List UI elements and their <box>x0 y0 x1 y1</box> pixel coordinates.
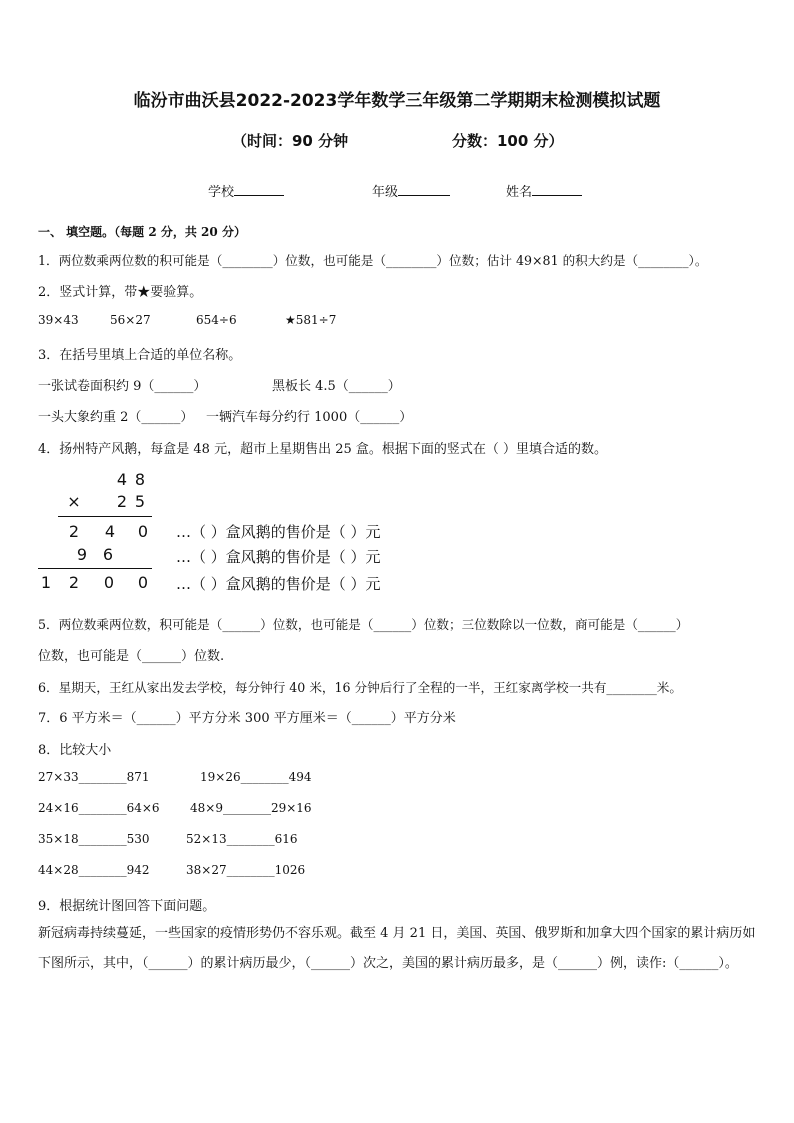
question-6: 6．星期天，王红从家出发去学校，每分钟行 40 米，16 分钟后行了全程的一半，王红家离学校一共有________米。 <box>38 680 682 695</box>
calc-item: 56×27 <box>110 313 151 327</box>
digit: 8 <box>134 470 146 489</box>
rule-line <box>38 568 152 569</box>
grade-blank[interactable] <box>398 181 450 196</box>
question-8: 8．比较大小 <box>38 743 112 758</box>
step-note: …（ ）盒风鹅的售价是（ ）元 <box>176 548 381 566</box>
question-5-cont: 位数，也可能是（______）位数. <box>38 649 225 664</box>
compare-item: 44×28________942 <box>38 863 150 877</box>
unit-item: 一辆汽车每分约行 1000（______） <box>206 410 413 425</box>
digit: 0 <box>137 522 149 541</box>
digit: 2 <box>116 492 128 511</box>
calc-item: ★581÷7 <box>285 313 337 327</box>
digit: 2 <box>68 573 80 592</box>
school-label: 学校 <box>208 185 235 200</box>
question-9-paragraph: 新冠病毒持续蔓延，一些国家的疫情形势仍不容乐观。截至 4 月 21 日，美国、英国、俄罗斯和加拿大四个国家的累计病历如下图所示，其中，（______）的累计病历最少，（______）次之，美国的累计病历最多，是（______）例，读作:（______）。 <box>38 926 756 971</box>
question-4: 4．扬州特产风鹅，每盒是 48 元，超市上星期售出 25 盒。根据下面的竖式在（ ）里填合适的数。 <box>38 442 608 457</box>
digit: 4 <box>104 522 116 541</box>
school-blank[interactable] <box>234 181 284 196</box>
digit: 5 <box>134 492 146 511</box>
compare-item: 52×13________616 <box>186 832 298 846</box>
question-7: 7．6 平方米＝（______）平方分米 300 平方厘米＝（______）平方分米 <box>38 711 456 726</box>
digit: 6 <box>102 545 114 564</box>
compare-item: 27×33________871 <box>38 770 150 784</box>
grade-field <box>372 181 450 200</box>
digit: 4 <box>116 470 128 489</box>
unit-item: 一张试卷面积约 9（______） <box>38 379 207 394</box>
name-field <box>506 181 582 200</box>
unit-item: 黑板长 4.5（______） <box>272 379 401 394</box>
step-note: …（ ）盒风鹅的售价是（ ）元 <box>176 523 381 541</box>
compare-item: 24×16________64×6 <box>38 801 160 815</box>
question-2: 2．竖式计算，带★要验算。 <box>38 285 203 300</box>
grade-label: 年级 <box>372 185 399 200</box>
digit: 2 <box>68 522 80 541</box>
question-9: 9．根据统计图回答下面问题。 <box>38 899 216 914</box>
unit-item: 一头大象约重 2（______） <box>38 410 194 425</box>
compare-item: 38×27________1026 <box>186 863 306 877</box>
name-blank[interactable] <box>532 181 582 196</box>
time-limit: （时间：90 分钟 <box>232 132 349 150</box>
step-note: …（ ）盒风鹅的售价是（ ）元 <box>176 575 381 593</box>
rule-line <box>58 516 152 517</box>
school-field <box>208 181 284 200</box>
times-sign: × <box>67 492 81 511</box>
section-heading: 一、 填空题。（每题 2 分，共 20 分） <box>38 225 246 239</box>
digit: 9 <box>76 545 88 564</box>
question-3: 3．在括号里填上合适的单位名称。 <box>38 348 242 363</box>
name-label: 姓名 <box>506 185 533 200</box>
question-5: 5．两位数乘两位数，积可能是（______）位数，也可能是（______）位数；三位数除以一位数，商可能是（______） <box>38 617 689 632</box>
compare-item: 35×18________530 <box>38 832 150 846</box>
total-score: 分数：100 分） <box>452 132 564 150</box>
page-title: 临汾市曲沃县2022-2023学年数学三年级第二学期期末检测模拟试题 <box>133 91 661 111</box>
compare-item: 19×26________494 <box>200 770 312 784</box>
question-1: 1．两位数乘两位数的积可能是（________）位数，也可能是（________）位数；估计 49×81 的积大约是（________）。 <box>38 253 708 268</box>
compare-item: 48×9________29×16 <box>190 801 312 815</box>
calc-item: 39×43 <box>38 313 79 327</box>
digit: 1 <box>40 573 52 592</box>
digit: 0 <box>103 573 115 592</box>
calc-item: 654÷6 <box>196 313 237 327</box>
digit: 0 <box>137 573 149 592</box>
